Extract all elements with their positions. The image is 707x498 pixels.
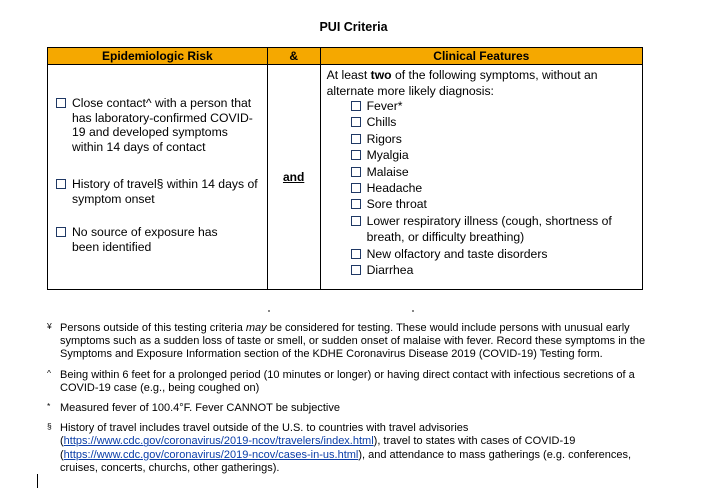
stray-dot — [412, 310, 414, 312]
epidemiologic-risk-cell — [48, 65, 268, 290]
symptom-label: Myalgia — [366, 148, 409, 163]
footnote-mark: § — [47, 421, 52, 432]
symptom-headache — [351, 180, 641, 196]
symptom-lower-respiratory — [351, 213, 641, 246]
symptom-sore-throat — [351, 196, 641, 212]
symptom-rigors — [351, 131, 641, 147]
symptom-label: Rigors — [366, 131, 402, 146]
symptom-label: Fever* — [366, 99, 403, 113]
checkbox-olfactory-taste[interactable] — [351, 249, 361, 259]
header-and: & — [267, 48, 320, 65]
risk-item-label: No source of exposure has been identified — [72, 225, 218, 254]
clinical-features-cell — [320, 65, 642, 290]
footnote-text: ), travel to states with cases of COVID-19 ( — [60, 435, 576, 461]
footnote-caret — [47, 369, 657, 395]
footnotes — [47, 322, 657, 482]
clinical-intro-after: of the following symptoms, without an alternate more likely diagnosis: — [326, 68, 598, 98]
symptom-diarrhea — [351, 262, 641, 278]
stray-dot — [268, 310, 270, 312]
symptom-label: Malaise — [366, 164, 409, 179]
checkbox-no-exposure-source[interactable] — [56, 227, 66, 237]
criteria-row — [48, 65, 643, 290]
footnote-text: History of travel includes travel outside of the U.S. to countries with travel advisories ( — [60, 422, 469, 448]
symptom-chills — [351, 114, 641, 130]
checkbox-diarrhea[interactable] — [351, 265, 361, 275]
pui-criteria-table — [47, 47, 643, 290]
checkbox-travel-history[interactable] — [56, 179, 66, 189]
footnote-section — [47, 422, 657, 475]
risk-item-no-exposure-source — [56, 225, 236, 254]
header-row — [48, 48, 643, 65]
symptom-label: Sore throat — [366, 197, 427, 212]
symptom-label: Lower respiratory illness (cough, shortness of breath, or difficulty breathing) — [366, 213, 612, 245]
symptom-list — [351, 98, 641, 278]
footnote-mark: ^ — [47, 367, 51, 378]
checkbox-sore-throat[interactable] — [351, 199, 361, 209]
symptom-myalgia — [351, 147, 641, 163]
symptom-olfactory-taste — [351, 246, 641, 262]
footnote-yen — [47, 322, 657, 362]
footnote-text: ), and attendance to mass gatherings (e.g. conferences, cruises, concerts, churchs, other gatherings). — [60, 448, 632, 474]
footnote-text: Measured fever of 100.4°F. Fever CANNOT be subjective — [60, 402, 340, 415]
checkbox-chills[interactable] — [351, 117, 361, 127]
text-cursor — [37, 474, 38, 488]
checkbox-close-contact[interactable] — [56, 98, 66, 108]
footnote-text: be considered for testing. These would include persons with unusual early symptoms such as a sudden loss of taste or smell, or sudden onset of malaise with fever. Record these symptoms in the Symptoms and Exposure Information section of the KDHE Coronavirus Disease 2019 (COVID-19) Testing form. — [60, 322, 646, 361]
cdc-travelers-link[interactable]: https://www.cdc.gov/coronavirus/2019-ncov/travelers/index.html — [63, 435, 374, 448]
header-clinical-features: Clinical Features — [320, 48, 642, 65]
symptom-label: New olfactory and taste disorders — [366, 246, 548, 261]
symptom-label: Diarrhea — [366, 263, 414, 278]
checkbox-rigors[interactable] — [351, 134, 361, 144]
symptom-label: Chills — [366, 115, 397, 130]
clinical-intro-before: At least — [326, 68, 371, 82]
footnote-emphasis: may — [245, 322, 267, 334]
checkbox-headache[interactable] — [351, 183, 361, 193]
checkbox-malaise[interactable] — [351, 167, 361, 177]
symptom-fever — [351, 98, 641, 114]
clinical-intro — [327, 67, 637, 99]
and-connector: and — [282, 170, 305, 184]
risk-item-close-contact — [56, 96, 261, 154]
footnote-mark: ¥ — [47, 321, 52, 331]
clinical-intro-bold: two — [370, 68, 392, 82]
symptom-label: Headache — [366, 181, 423, 196]
cdc-cases-link[interactable]: https://www.cdc.gov/coronavirus/2019-ncov/cases-in-us.html — [63, 448, 359, 461]
footnote-mark: * — [47, 401, 51, 412]
header-epidemiologic-risk: Epidemiologic Risk — [48, 48, 268, 65]
and-cell — [267, 65, 320, 290]
symptom-malaise — [351, 164, 641, 180]
footnote-text: Being within 6 feet for a prolonged period (10 minutes or longer) or having direct contact with infectious secretions of a COVID-19 case (e.g., being coughed on) — [60, 368, 635, 394]
risk-item-label: History of travel§ within 14 days of symptom onset — [72, 177, 258, 206]
page-title: PUI Criteria — [319, 20, 388, 34]
checkbox-fever[interactable] — [351, 101, 361, 111]
checkbox-myalgia[interactable] — [351, 150, 361, 160]
checkbox-lower-respiratory[interactable] — [351, 216, 361, 226]
risk-item-travel-history — [56, 177, 261, 206]
footnote-star — [47, 402, 657, 415]
risk-item-label: Close contact^ with a person that has laboratory-confirmed COVID-19 and developed symptoms within 14 days of contact — [72, 96, 253, 154]
footnote-text: Persons outside of this testing criteria — [60, 322, 246, 334]
